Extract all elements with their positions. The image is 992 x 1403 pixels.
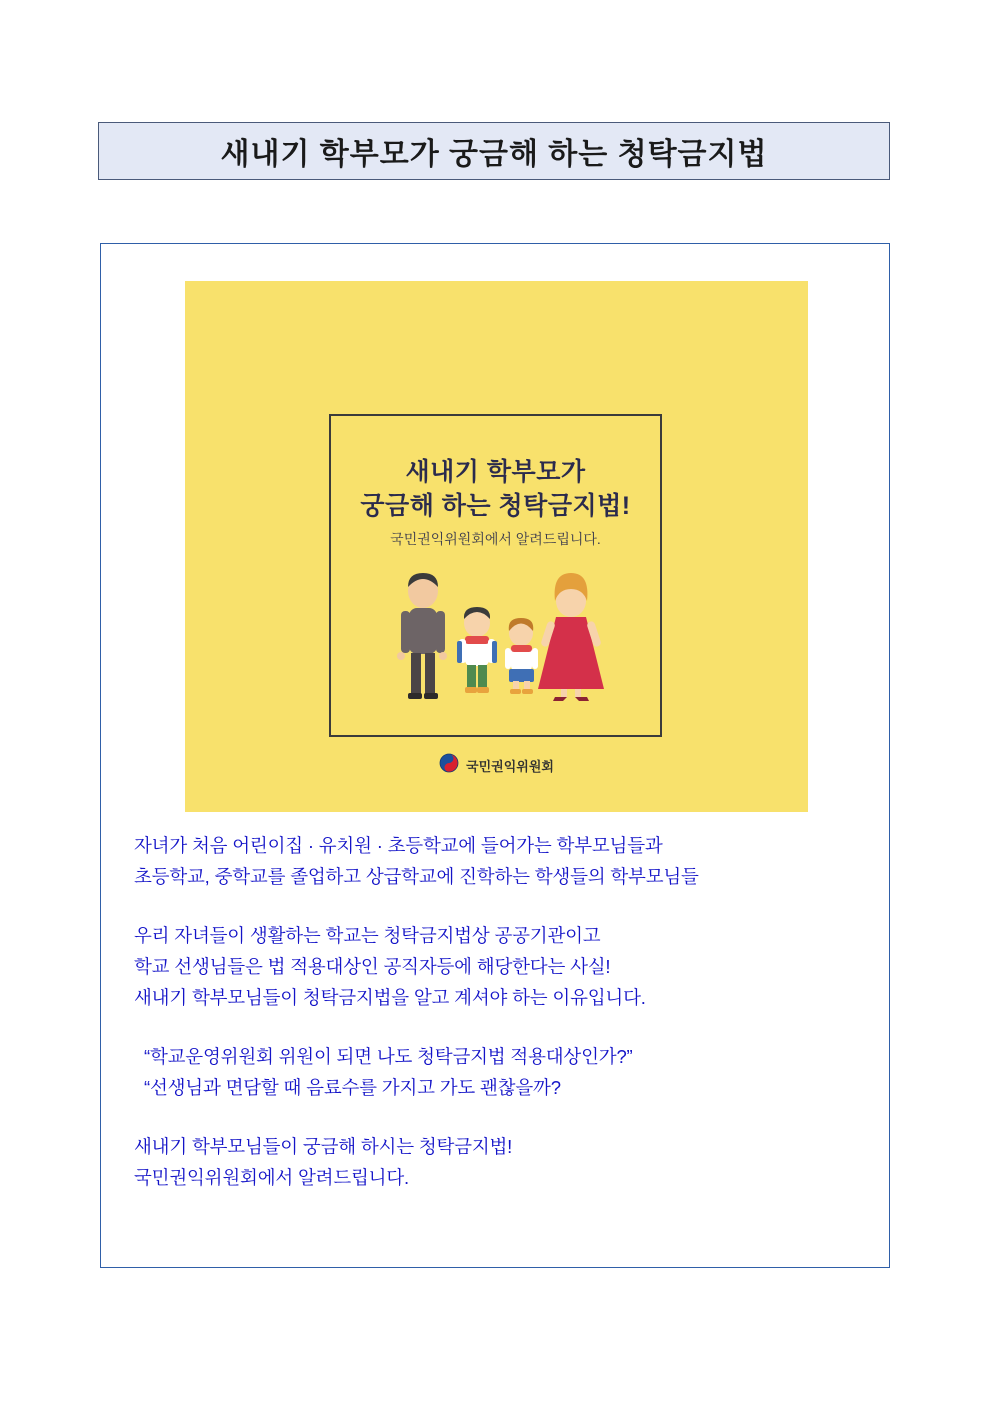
paragraph-2 [134, 920, 860, 1013]
paragraph-2-line-2: 학교 선생님들은 법 적용대상인 공직자등에 해당한다는 사실! [134, 956, 611, 977]
page-title-banner [98, 122, 890, 180]
poster-headline-line1: 새내기 학부모가 [405, 458, 586, 486]
paragraph-spacer [134, 892, 860, 920]
paragraph-2-line-1: 우리 자녀들이 생활하는 학교는 청탁금지법상 공공기관이고 [134, 925, 601, 946]
page-title: 새내기 학부모가 궁금해 하는 청탁금지법 [220, 138, 768, 171]
paragraph-3-questions [134, 1041, 860, 1103]
body-text-block [134, 830, 860, 1193]
boy-figure [457, 607, 497, 693]
family-illustration [331, 571, 660, 731]
poster-logo [185, 753, 808, 778]
paragraph-1 [134, 830, 860, 892]
poster-logo-label: 국민권익위원회 [466, 759, 554, 774]
girl-figure [505, 618, 538, 694]
paragraph-spacer [134, 1013, 860, 1041]
paragraph-3-line-1: “학교운영위원회 위원이 되면 나도 청탁금지법 적용대상인가?” [144, 1046, 633, 1067]
content-container [100, 243, 890, 1268]
taegeuk-emblem-icon [439, 753, 459, 778]
poster-image [185, 281, 808, 812]
poster-subheadline: 국민권익위원회에서 알려드립니다. [390, 531, 601, 547]
paragraph-spacer [134, 1103, 860, 1131]
paragraph-4-line-1: 새내기 학부모님들이 궁금해 하시는 청탁금지법! [134, 1136, 513, 1157]
paragraph-4 [134, 1131, 860, 1193]
poster-headline-line2: 궁금해 하는 청탁금지법! [360, 492, 631, 520]
mother-figure [538, 573, 604, 701]
paragraph-1-line-1: 자녀가 처음 어린이집 · 유치원 · 초등학교에 들어가는 학부모님들과 [134, 835, 663, 856]
paragraph-4-line-2: 국민권익위원회에서 알려드립니다. [134, 1167, 409, 1188]
father-figure [397, 573, 447, 699]
paragraph-1-line-2: 초등학교, 중학교를 졸업하고 상급학교에 진학하는 학생들의 학부모님들 [134, 866, 699, 887]
poster-inner-frame [329, 414, 662, 737]
paragraph-3-line-2: “선생님과 면담할 때 음료수를 가지고 가도 괜찮을까? [144, 1077, 561, 1098]
paragraph-2-line-3: 새내기 학부모님들이 청탁금지법을 알고 계셔야 하는 이유입니다. [134, 987, 646, 1008]
